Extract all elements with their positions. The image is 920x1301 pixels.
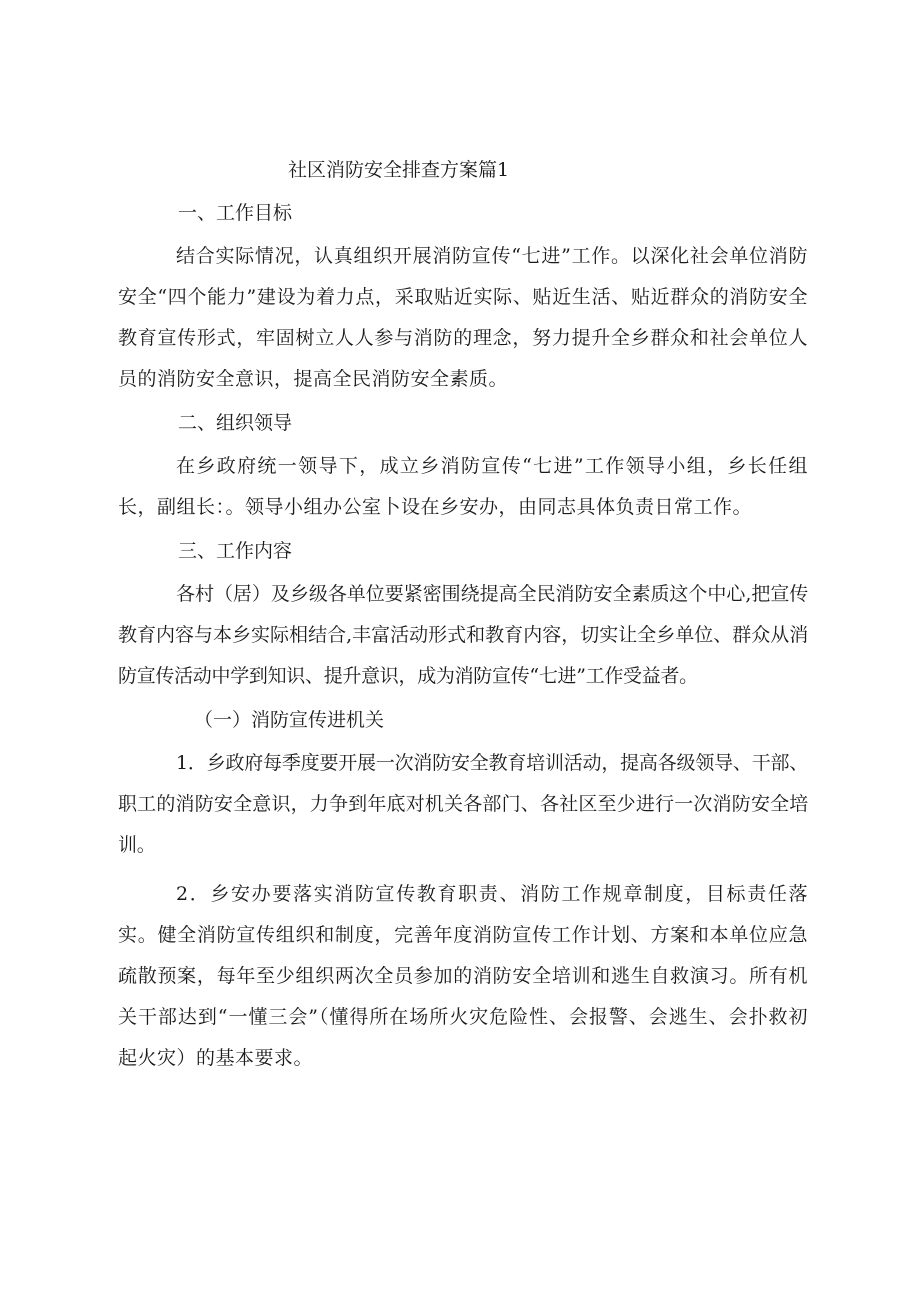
section-paragraph-goals: 结合实际情况，认真组织开展消防宣传“七进”工作。以深化社会单位消防安全“四个能力”建设为着力点，采取贴近实际、贴近生活、贴近群众的消防安全教育宣传形式，牢固树立人人参与消防的理念，努力提升全乡群众和社会单位人员的消防安全意识，提高全民消防安全素质。 [118,245,808,390]
document-body [118,150,808,1079]
section-paragraph-leadership: 在乡政府统一领导下，成立乡消防宣传“七进”工作领导小组，乡长任组长，副组长：。领导小组办公室卜设在乡安办，由同志具体负责日常工作。 [118,455,808,518]
list-item-1: 1．乡政府每季度要开展一次消防安全教育培训活动，提高各级领导、干部、职工的消防安全意识，力争到年底对机关各部门、各社区至少进行一次消防安全培训。 [118,752,808,856]
list-item-2: 2．乡安办要落实消防宣传教育职责、消防工作规章制度，目标责任落实。健全消防宣传组织和制度，完善年度消防宣传工作计划、方案和本单位应急疏散预案，每年至少组织两次全员参加的消防安全培训和逃生自救演习。所有机关干部达到“一懂三会”（懂得所在场所火灾危险性、会报警、会逃生、会扑救初起火灾）的基本要求。 [118,883,808,1069]
section-heading-leadership: 二、组织领导 [178,412,293,434]
section-paragraph-content: 各村（居）及乡级各单位要紧密围绕提高全民消防安全素质这个中心,把宣传教育内容与本乡实际相结合,丰富活动形式和教育内容，切实让全乡单位、群众从消防宣传活动中学到知识、提升意识，成为消防宣传“七进”工作受益者。 [118,583,808,687]
document-title: 社区消防安全排查方案篇1 [288,159,510,181]
section-heading-content: 三、工作内容 [178,540,293,562]
subsection-heading-agencies: （一）消防宣传进机关 [194,709,385,731]
section-heading-goals: 一、工作目标 [178,202,293,224]
